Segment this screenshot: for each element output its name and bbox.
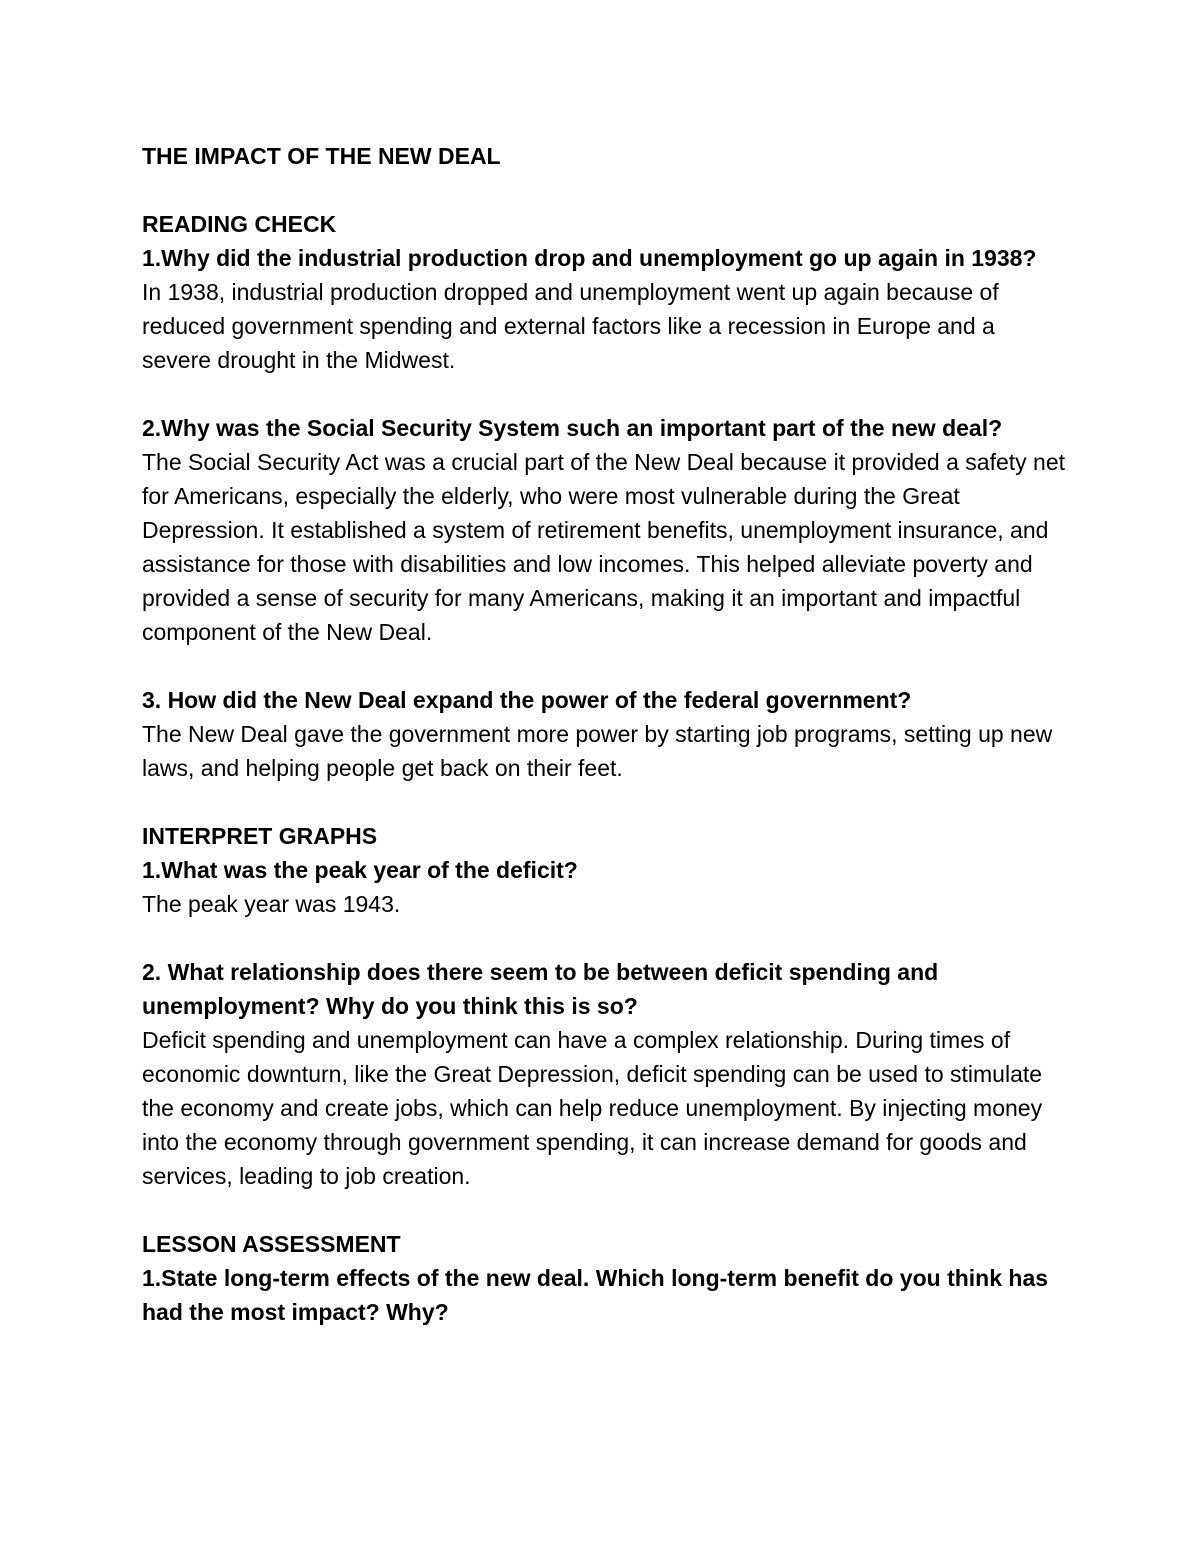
question-text: 1.State long-term effects of the new deal. Which long-term benefit do you think has had the most impact? Why? [142,1265,1049,1325]
answer-text: In 1938, industrial production dropped and unemployment went up again because of reduced government spending and external factors like a recession in Europe and a severe drought in the Midwest. [142,279,999,373]
section-interpret-graphs [142,819,1070,1193]
section-heading: LESSON ASSESSMENT [142,1231,401,1257]
section-reading-check [142,207,1070,785]
question-text: 2.Why was the Social Security System such an important part of the new deal? [142,415,1003,441]
answer-text: The Social Security Act was a crucial part of the New Deal because it provided a safety net for Americans, especially the elderly, who were most vulnerable during the Great Depression. It established a system of retirement benefits, unemployment insurance, and assistance for those with disabilities and low incomes. This helped alleviate poverty and provided a sense of security for many Americans, making it an important and impactful component of the New Deal. [142,449,1066,645]
question-text: 1.What was the peak year of the deficit? [142,857,578,883]
question-block [142,955,1070,1193]
question-text: 1.Why did the industrial production drop and unemployment go up again in 1938? [142,245,1037,271]
question-block [142,411,1070,649]
question-block [142,1261,1070,1329]
question-text: 3. How did the New Deal expand the power of the federal government? [142,687,912,713]
answer-text: Deficit spending and unemployment can have a complex relationship. During times of economic downturn, like the Great Depression, deficit spending can be used to stimulate the economy and create jobs, which can help reduce unemployment. By injecting money into the economy through government spending, it can increase demand for goods and services, leading to job creation. [142,1027,1043,1189]
question-block [142,853,1070,921]
question-block [142,683,1070,785]
document-title: THE IMPACT OF THE NEW DEAL [142,143,501,169]
section-heading: READING CHECK [142,211,337,237]
question-block [142,241,1070,377]
answer-text: The peak year was 1943. [142,891,401,917]
section-heading: INTERPRET GRAPHS [142,823,378,849]
answer-text: The New Deal gave the government more power by starting job programs, setting up new laws, and helping people get back on their feet. [142,721,1053,781]
section-lesson-assessment [142,1227,1070,1329]
question-text: 2. What relationship does there seem to be between deficit spending and unemployment? Why do you think this is so? [142,959,939,1019]
